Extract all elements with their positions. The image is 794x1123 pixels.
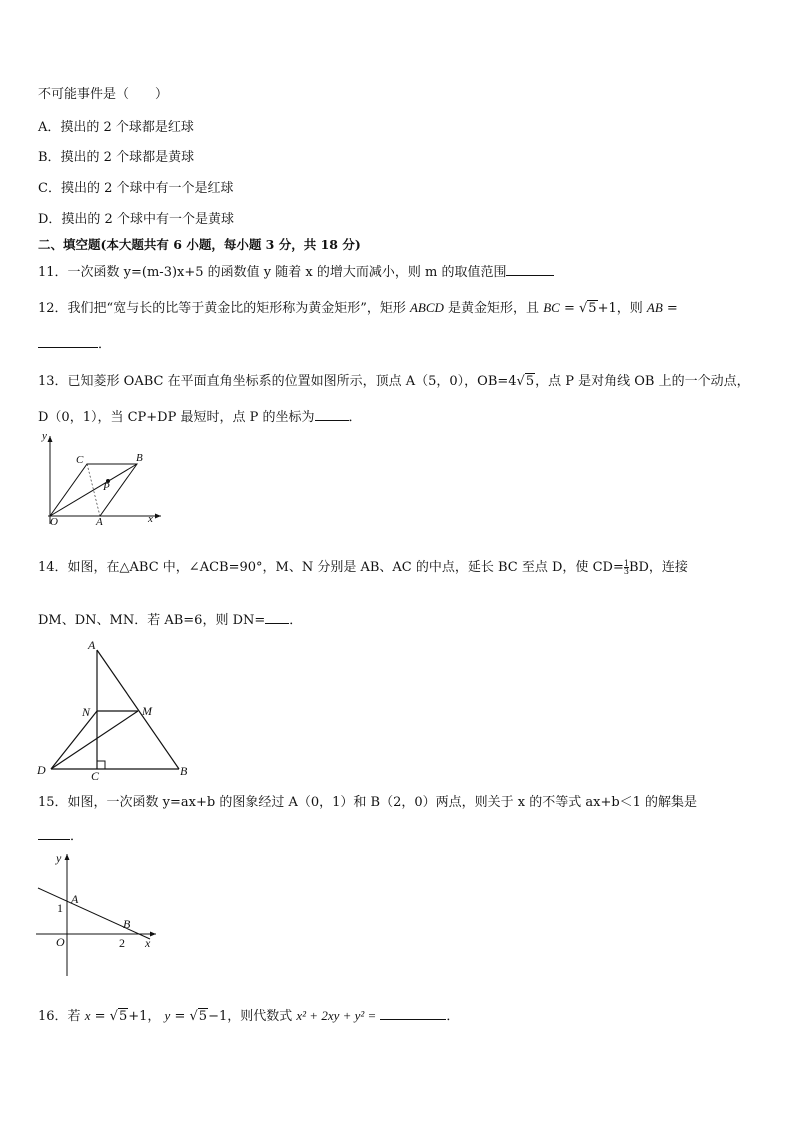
q12-ab: AB [646, 300, 663, 315]
q10-option-a: A．摸出的 2 个球都是红球 [38, 120, 194, 135]
right-angle-mark [97, 761, 105, 769]
label-one: 1 [57, 901, 63, 915]
q12-text-a: 12．我们把“宽与长的比等于黄金比的矩形称为黄金矩形”，矩形 [38, 301, 410, 316]
q14-line1-b: BD，连接 [628, 560, 688, 575]
label-two: 2 [119, 936, 125, 950]
q12-eq1: = [559, 301, 579, 316]
label-a: A [96, 516, 103, 528]
y-axis-arrow [65, 854, 70, 860]
label-x: x [145, 936, 151, 950]
q11-text [38, 261, 554, 280]
q13-line1-a: 13．已知菱形 OABC 在平面直角坐标系的位置如图所示，顶点 A（5，0），OB=4 [38, 374, 517, 389]
label-b: B [180, 764, 188, 778]
q14-line1 [38, 556, 688, 575]
q12-bc: BC [543, 300, 560, 315]
q12-answer-blank[interactable] [38, 335, 98, 348]
q12-eq2: = [662, 301, 678, 316]
q12-answer-line [38, 333, 111, 352]
q16-x-eq: = [90, 1009, 110, 1024]
q16-expr: x² + 2xy + y² = [296, 1008, 377, 1023]
q12-rect-name: ABCD [409, 300, 444, 315]
q16-answer-blank[interactable] [380, 1007, 446, 1020]
label-y: y [42, 430, 47, 442]
q16-mid: ，则代数式 [227, 1009, 297, 1024]
q12-text: 12．我们把“宽与长的比等于黄金比的矩形称为黄金矩形”，矩形 ABCD 是黄金矩形，且 BC = √5+1，则 AB = [38, 300, 678, 316]
section-heading: 二、填空题(本大题共有 6 小题，每小题 3 分，共 18 分) [38, 237, 361, 252]
segment-dn [51, 711, 97, 769]
q15-answer-blank[interactable] [38, 827, 70, 840]
label-a: A [88, 638, 96, 652]
segment-dm [51, 711, 138, 769]
q14-answer-blank[interactable] [265, 611, 289, 624]
q10-option-b: B．摸出的 2 个球都是黄球 [38, 150, 195, 165]
x-axis-arrow [150, 932, 156, 937]
label-a: A [71, 892, 79, 906]
q14-frac-den: 3 [623, 567, 629, 576]
q16-y: y [164, 1008, 171, 1023]
label-x: x [148, 513, 153, 525]
q16-y-sqrt: 5 [198, 1009, 208, 1024]
segment-ab [97, 650, 179, 769]
label-b: B [136, 452, 143, 464]
label-n: N [82, 705, 91, 719]
diagonal-ob [50, 464, 137, 516]
x-axis-arrow [155, 514, 161, 519]
q13-sqrt: 5 [525, 374, 535, 389]
label-p: P [103, 481, 110, 493]
q16-text: 16．若 x = √5+1， y = √5−1，则代数式 x² + 2xy + y² = ． [38, 1008, 460, 1024]
q13-line1: 13．已知菱形 OABC 在平面直角坐标系的位置如图所示，顶点 A（5，0），OB=4√5，点 P 是对角线 OB 上的一个动点， [38, 374, 750, 389]
q14-triangle-figure [34, 636, 196, 780]
q16-sep: ， [147, 1009, 165, 1024]
q11-text-a: 11．一次函数 y=(m-3)x+5 的函数值 y 随着 x 的增大而减小，则 m 的取值范围 [38, 265, 507, 280]
q14-line1-a: 14．如图，在△ABC 中，∠ACB=90°，M、N 分别是 AB、AC 的中点，延长 BC 至点 D，使 CD= [38, 560, 624, 575]
q16-x-tail: +1 [128, 1009, 148, 1024]
graph-line [38, 888, 150, 939]
q16-end: ． [446, 1009, 460, 1024]
q16-x: x [84, 1008, 91, 1023]
q13-answer-blank[interactable] [315, 408, 349, 421]
q13-rhombus-figure [36, 428, 166, 528]
label-y: y [56, 851, 62, 865]
q12-sqrt: 5 [588, 301, 597, 316]
label-c: C [91, 769, 100, 780]
q12-text-c: ，则 [616, 301, 647, 316]
q14-frac-num: 1 [623, 559, 629, 568]
q15-answer-line [38, 825, 83, 844]
label-m: M [142, 704, 152, 718]
q16-prefix: 16．若 [38, 1009, 85, 1024]
q12-end: ． [98, 337, 112, 352]
label-b: B [123, 917, 131, 931]
q10-option-c: C．摸出的 2 个球中有一个是红球 [38, 181, 234, 196]
q15-graph-figure [32, 848, 160, 982]
q12-plus1: +1 [597, 301, 617, 316]
q15-end: ． [70, 829, 84, 844]
q13-line1-b: ，点 P 是对角线 OB 上的一个动点， [535, 374, 750, 389]
q15-text: 15．如图，一次函数 y=ax+b 的图象经过 A（0，1）和 B（2，0）两点，则关于 x 的不等式 ax+b＜1 的解集是 [38, 795, 698, 810]
q13-line2 [38, 406, 362, 425]
q14-line2-a: DM、DN、MN．若 AB=6，则 DN= [38, 613, 266, 628]
q12-text-b: 是黄金矩形，且 [443, 301, 544, 316]
label-o: O [50, 516, 58, 528]
q11-answer-blank[interactable] [506, 263, 554, 276]
q16-y-tail: −1 [208, 1009, 228, 1024]
q14-line2-b: ． [289, 613, 303, 628]
q13-line2-a: D（0，1），当 CP+DP 最短时，点 P 的坐标为 [38, 410, 315, 425]
q14-line2 [38, 609, 302, 628]
label-c: C [76, 454, 84, 466]
q10-option-d: D．摸出的 2 个球中有一个是黄球 [38, 212, 234, 227]
label-o: O [56, 935, 65, 949]
q16-y-eq: = [170, 1009, 190, 1024]
label-d: D [37, 763, 46, 777]
y-axis-arrow [48, 436, 53, 442]
q16-x-sqrt: 5 [118, 1009, 128, 1024]
q13-line2-b: ． [348, 410, 362, 425]
q10-stem: 不可能事件是（ ） [38, 87, 169, 102]
